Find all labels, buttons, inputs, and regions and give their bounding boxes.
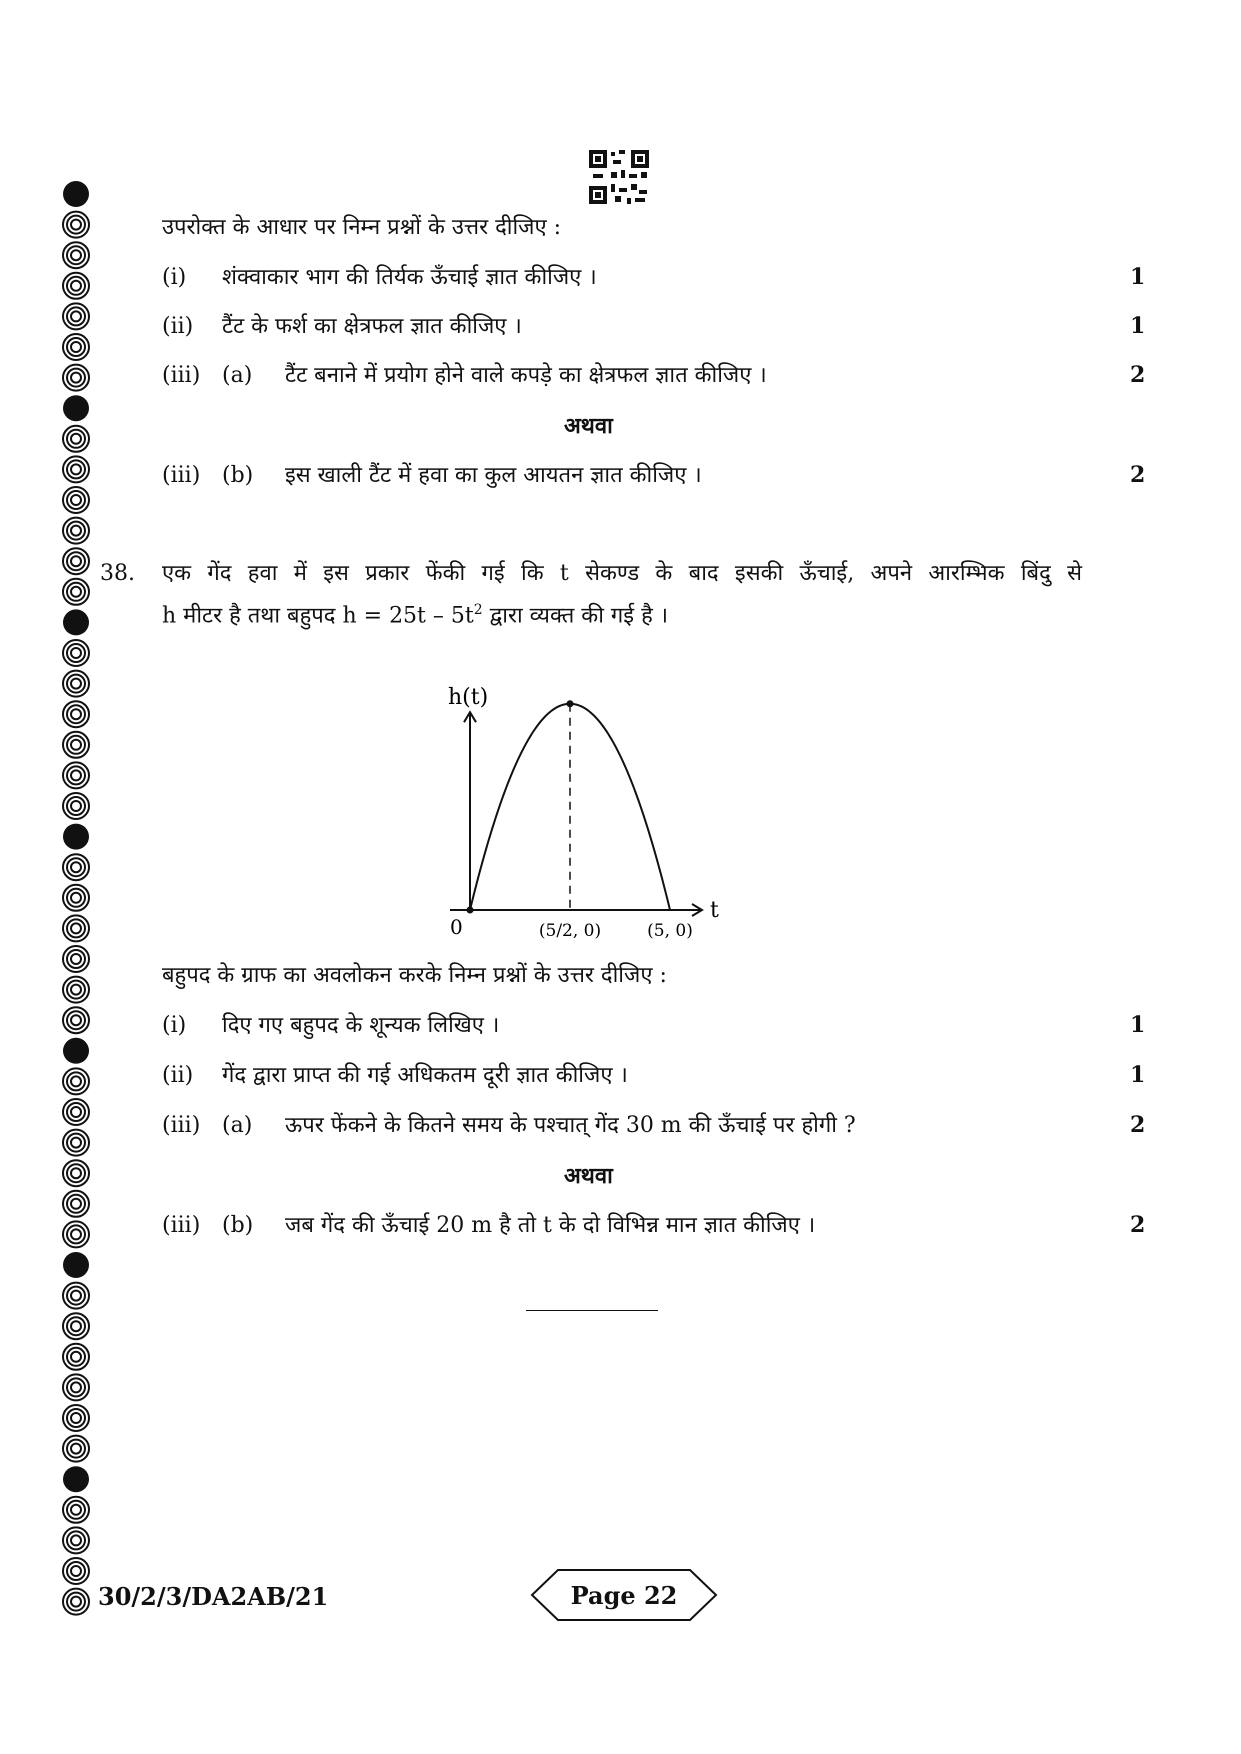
vertex-point — [567, 700, 574, 707]
q37-alt-text: इस खाली टैंट में हवा का कुल आयतन ज्ञात कीजिए । — [285, 463, 702, 488]
q38-item-3-sub: (a) — [222, 1113, 253, 1138]
margin-circle-marker — [63, 1497, 89, 1523]
margin-circle-marker — [63, 212, 89, 238]
x-axis-label: t — [710, 898, 719, 923]
margin-circle-marker — [63, 1374, 89, 1400]
q37-item-2-num: (ii) — [162, 314, 194, 339]
q38-item-1-num: (i) — [162, 1013, 187, 1038]
margin-circle-marker — [63, 365, 89, 391]
margin-circle-marker — [63, 609, 89, 635]
margin-circle-marker — [63, 793, 89, 819]
q38-line-2-sup: 2 — [473, 602, 483, 618]
margin-circle-marker — [63, 1191, 89, 1217]
intro-line: उपरोक्त के आधार पर निम्न प्रश्नों के उत्तर दीजिए : — [162, 215, 562, 240]
margin-circle-marker — [63, 1038, 89, 1064]
margin-circle-marker — [63, 273, 89, 299]
margin-circle-marker — [63, 334, 89, 360]
y-axis-label: h(t) — [448, 685, 489, 711]
margin-circle-marker — [63, 946, 89, 972]
margin-circle-marker — [63, 915, 89, 941]
margin-circle-marker — [63, 1405, 89, 1431]
q37-item-1-marks: 1 — [1130, 264, 1146, 290]
q37-item-1-text: शंक्वाकार भाग की तिर्यक ऊँचाई ज्ञात कीजिए । — [222, 265, 597, 290]
q37-item-3-text: टैंट बनाने में प्रयोग होने वाले कपड़े का क्षेत्रफल ज्ञात कीजिए । — [285, 363, 767, 388]
q37-alt-sub: (b) — [222, 463, 254, 488]
margin-circle-marker — [63, 1527, 89, 1553]
parabola-graph — [440, 640, 760, 950]
q38-item-3-text: ऊपर फेंकने के कितने समय के पश्चात् गेंद 30 m की ऊँचाई पर होगी ? — [285, 1113, 856, 1138]
end-rule — [526, 1310, 658, 1311]
margin-circle-marker — [63, 1558, 89, 1584]
q38-line-2-post: द्वारा व्यक्त की गई है । — [482, 603, 669, 629]
q38-item-2-text: गेंद द्वारा प्राप्त की गई अधिकतम दूरी ज्ञात कीजिए । — [222, 1063, 628, 1088]
q37-item-2-text: टैंट के फर्श का क्षेत्रफल ज्ञात कीजिए । — [222, 314, 522, 339]
margin-circle-marker — [63, 1344, 89, 1370]
origin-point — [467, 907, 474, 914]
margin-circle-marker — [63, 854, 89, 880]
x-tick-label-vertex: (5/2, 0) — [538, 921, 602, 941]
q38-item-2-marks: 1 — [1130, 1062, 1146, 1088]
margin-circle-marker — [63, 1160, 89, 1186]
margin-circle-marker — [63, 518, 89, 544]
q37-item-3-num: (iii) — [162, 363, 201, 388]
margin-circle-marker — [63, 1130, 89, 1156]
margin-circle-marker — [63, 701, 89, 727]
margin-circle-marker — [63, 395, 89, 421]
q38-alt-text: जब गेंद की ऊँचाई 20 m है तो t के दो विभिन्न मान ज्ञात कीजिए । — [285, 1213, 816, 1238]
margin-circle-marker — [63, 456, 89, 482]
q37-item-2-marks: 1 — [1130, 313, 1146, 339]
page-label: Page 22 — [570, 1581, 678, 1610]
margin-circle-marker — [63, 640, 89, 666]
margin-circle-marker — [63, 1283, 89, 1309]
margin-circle-marker — [63, 762, 89, 788]
margin-circle-marker — [63, 824, 89, 850]
q38-line-2 — [162, 596, 668, 630]
q38-or-label: अथवा — [564, 1163, 613, 1189]
q37-alt-marks: 2 — [1130, 462, 1146, 488]
margin-decoration — [58, 178, 94, 1618]
q38-line-2-pre: h मीटर है तथा बहुपद h = 25t – 5t — [162, 603, 474, 629]
margin-circle-marker — [63, 1466, 89, 1492]
graph-prompt: बहुपद के ग्राफ का अवलोकन करके निम्न प्रश्नों के उत्तर दीजिए : — [162, 963, 667, 988]
margin-circle-marker — [63, 1589, 89, 1615]
margin-circle-marker — [63, 1007, 89, 1033]
q37-alt-num: (iii) — [162, 463, 201, 488]
margin-circle-marker — [63, 242, 89, 268]
margin-circle-marker — [63, 1313, 89, 1339]
q38-alt-num: (iii) — [162, 1213, 201, 1238]
margin-circle-marker — [63, 1068, 89, 1094]
q37-item-3-sub: (a) — [222, 363, 253, 388]
qr-code — [589, 150, 649, 204]
q38-item-1-text: दिए गए बहुपद के शून्यक लिखिए । — [222, 1013, 500, 1038]
margin-circle-marker — [63, 1436, 89, 1462]
q37-or-label: अथवा — [564, 413, 613, 439]
margin-circle-marker — [63, 885, 89, 911]
q38-line-1: एक गेंद हवा में इस प्रकार फेंकी गई कि t सेकण्ड के बाद इसकी ऊँचाई, अपने आरम्भिक बिंदु से — [162, 561, 1082, 586]
q38-item-3-num: (iii) — [162, 1113, 201, 1138]
origin-label: 0 — [450, 915, 463, 939]
margin-circle-marker — [63, 303, 89, 329]
margin-circle-marker — [63, 671, 89, 697]
q38-number: 38. — [100, 561, 135, 586]
q37-item-1-num: (i) — [162, 265, 187, 290]
margin-circle-marker — [63, 732, 89, 758]
q37-item-3-marks: 2 — [1130, 362, 1146, 388]
x-tick-label-root: (5, 0) — [647, 921, 693, 941]
margin-circle-marker — [63, 426, 89, 452]
margin-circle-marker — [63, 977, 89, 1003]
footer-code: 30/2/3/DA2AB/21 — [98, 1582, 329, 1611]
q38-alt-sub: (b) — [222, 1213, 254, 1238]
q38-alt-marks: 2 — [1130, 1212, 1146, 1238]
margin-circle-marker — [63, 1221, 89, 1247]
q38-item-3-marks: 2 — [1130, 1112, 1146, 1138]
margin-circle-marker — [63, 1099, 89, 1125]
margin-circle-marker — [63, 487, 89, 513]
margin-circle-marker — [63, 548, 89, 574]
q38-item-2-num: (ii) — [162, 1063, 194, 1088]
q38-item-1-marks: 1 — [1130, 1012, 1146, 1038]
margin-circle-marker — [63, 1252, 89, 1278]
margin-circle-marker — [63, 181, 89, 207]
margin-circle-marker — [63, 579, 89, 605]
